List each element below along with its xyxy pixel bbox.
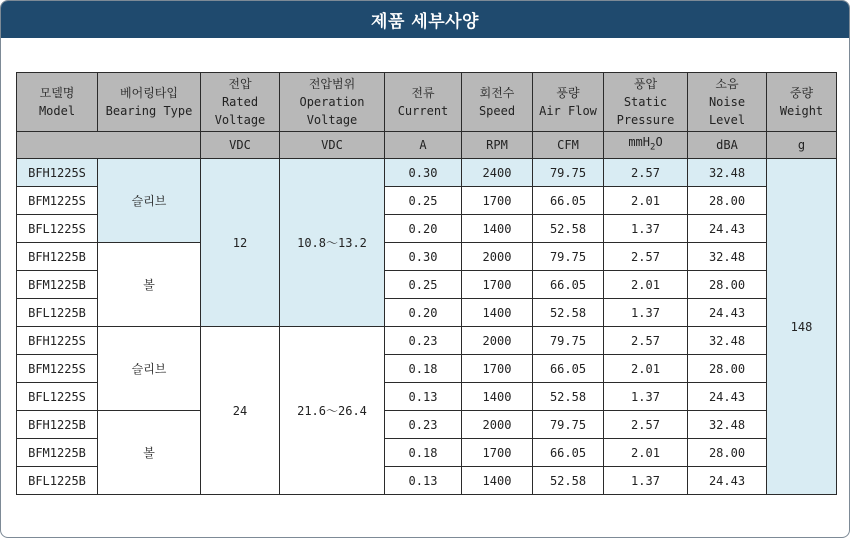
cell-bearing-ball: 볼 [98,243,201,327]
cell-bearing-sleeve: 슬리브 [98,327,201,411]
cell-noise: 32.48 [688,159,767,187]
unit-air-flow: CFM [533,132,604,159]
cell-model: BFM1225S [17,355,98,383]
cell-model: BFH1225B [17,243,98,271]
cell-noise: 24.43 [688,467,767,495]
cell-model: BFM1225B [17,271,98,299]
cell-speed: 1700 [462,271,533,299]
cell-air-flow: 66.05 [533,271,604,299]
cell-air-flow: 66.05 [533,355,604,383]
cell-air-flow: 79.75 [533,327,604,355]
cell-current: 0.18 [385,439,462,467]
col-header-weight: 중량 Weight [767,73,837,132]
cell-noise: 28.00 [688,439,767,467]
unit-speed: RPM [462,132,533,159]
cell-speed: 2000 [462,327,533,355]
cell-air-flow: 66.05 [533,187,604,215]
cell-speed: 1400 [462,467,533,495]
cell-model: BFM1225B [17,439,98,467]
cell-model: BFH1225S [17,159,98,187]
cell-current: 0.23 [385,327,462,355]
cell-speed: 2400 [462,159,533,187]
cell-noise: 28.00 [688,271,767,299]
cell-noise: 32.48 [688,411,767,439]
cell-speed: 1400 [462,299,533,327]
cell-weight: 148 [767,159,837,495]
cell-static-pressure: 2.01 [604,187,688,215]
cell-static-pressure: 1.37 [604,299,688,327]
unit-current: A [385,132,462,159]
cell-current: 0.25 [385,187,462,215]
cell-current: 0.20 [385,215,462,243]
cell-speed: 2000 [462,411,533,439]
cell-static-pressure: 2.57 [604,411,688,439]
cell-current: 0.23 [385,411,462,439]
cell-noise: 32.48 [688,327,767,355]
cell-static-pressure: 2.01 [604,355,688,383]
cell-current: 0.13 [385,467,462,495]
unit-row [17,132,837,159]
cell-current: 0.13 [385,383,462,411]
cell-model: BFM1225S [17,187,98,215]
cell-speed: 1400 [462,383,533,411]
cell-operation-voltage: 10.8～13.2 [280,159,385,327]
unit-noise: dBA [688,132,767,159]
cell-noise: 24.43 [688,299,767,327]
cell-current: 0.25 [385,271,462,299]
unit-rated-voltage: VDC [201,132,280,159]
cell-model: BFL1225B [17,299,98,327]
cell-static-pressure: 2.01 [604,271,688,299]
cell-noise: 28.00 [688,187,767,215]
col-header-rated-voltage: 전압 Rated Voltage [201,73,280,132]
cell-air-flow: 66.05 [533,439,604,467]
panel-title: 제품 세부사양 [1,1,849,38]
cell-air-flow: 79.75 [533,159,604,187]
cell-speed: 1700 [462,187,533,215]
col-header-speed: 회전수 Speed [462,73,533,132]
cell-current: 0.18 [385,355,462,383]
cell-operation-voltage: 21.6～26.4 [280,327,385,495]
unit-cell-empty [17,132,201,159]
cell-noise: 28.00 [688,355,767,383]
col-header-air-flow: 풍량 Air Flow [533,73,604,132]
cell-model: BFH1225B [17,411,98,439]
cell-bearing-ball: 볼 [98,411,201,495]
spec-table [16,72,837,495]
cell-speed: 2000 [462,243,533,271]
cell-air-flow: 52.58 [533,383,604,411]
table-row[interactable] [17,243,837,271]
cell-model: BFL1225S [17,383,98,411]
unit-operation-voltage: VDC [280,132,385,159]
cell-static-pressure: 1.37 [604,383,688,411]
cell-static-pressure: 2.57 [604,159,688,187]
cell-model: BFH1225S [17,327,98,355]
cell-static-pressure: 1.37 [604,467,688,495]
cell-static-pressure: 2.01 [604,439,688,467]
cell-current: 0.30 [385,159,462,187]
cell-bearing-sleeve: 슬리브 [98,159,201,243]
cell-noise: 32.48 [688,243,767,271]
cell-air-flow: 79.75 [533,411,604,439]
col-header-static-pressure: 풍압 Static Pressure [604,73,688,132]
header-row [17,73,837,132]
cell-air-flow: 52.58 [533,467,604,495]
cell-model: BFL1225S [17,215,98,243]
col-header-operation-voltage: 전압범위 Operation Voltage [280,73,385,132]
cell-air-flow: 52.58 [533,299,604,327]
cell-noise: 24.43 [688,215,767,243]
col-header-noise: 소음 Noise Level [688,73,767,132]
cell-static-pressure: 1.37 [604,215,688,243]
cell-speed: 1700 [462,355,533,383]
cell-model: BFL1225B [17,467,98,495]
table-row[interactable] [17,159,837,187]
cell-rated-voltage: 24 [201,327,280,495]
cell-speed: 1700 [462,439,533,467]
col-header-bearing: 베어링타입 Bearing Type [98,73,201,132]
cell-current: 0.20 [385,299,462,327]
col-header-model: 모델명 Model [17,73,98,132]
unit-static-pressure: mmH$_2$O [604,132,688,159]
cell-noise: 24.43 [688,383,767,411]
cell-air-flow: 52.58 [533,215,604,243]
col-header-current: 전류 Current [385,73,462,132]
cell-static-pressure: 2.57 [604,243,688,271]
cell-rated-voltage: 12 [201,159,280,327]
cell-speed: 1400 [462,215,533,243]
table-row[interactable] [17,327,837,355]
cell-air-flow: 79.75 [533,243,604,271]
table-row[interactable] [17,411,837,439]
cell-current: 0.30 [385,243,462,271]
cell-static-pressure: 2.57 [604,327,688,355]
unit-weight: g [767,132,837,159]
